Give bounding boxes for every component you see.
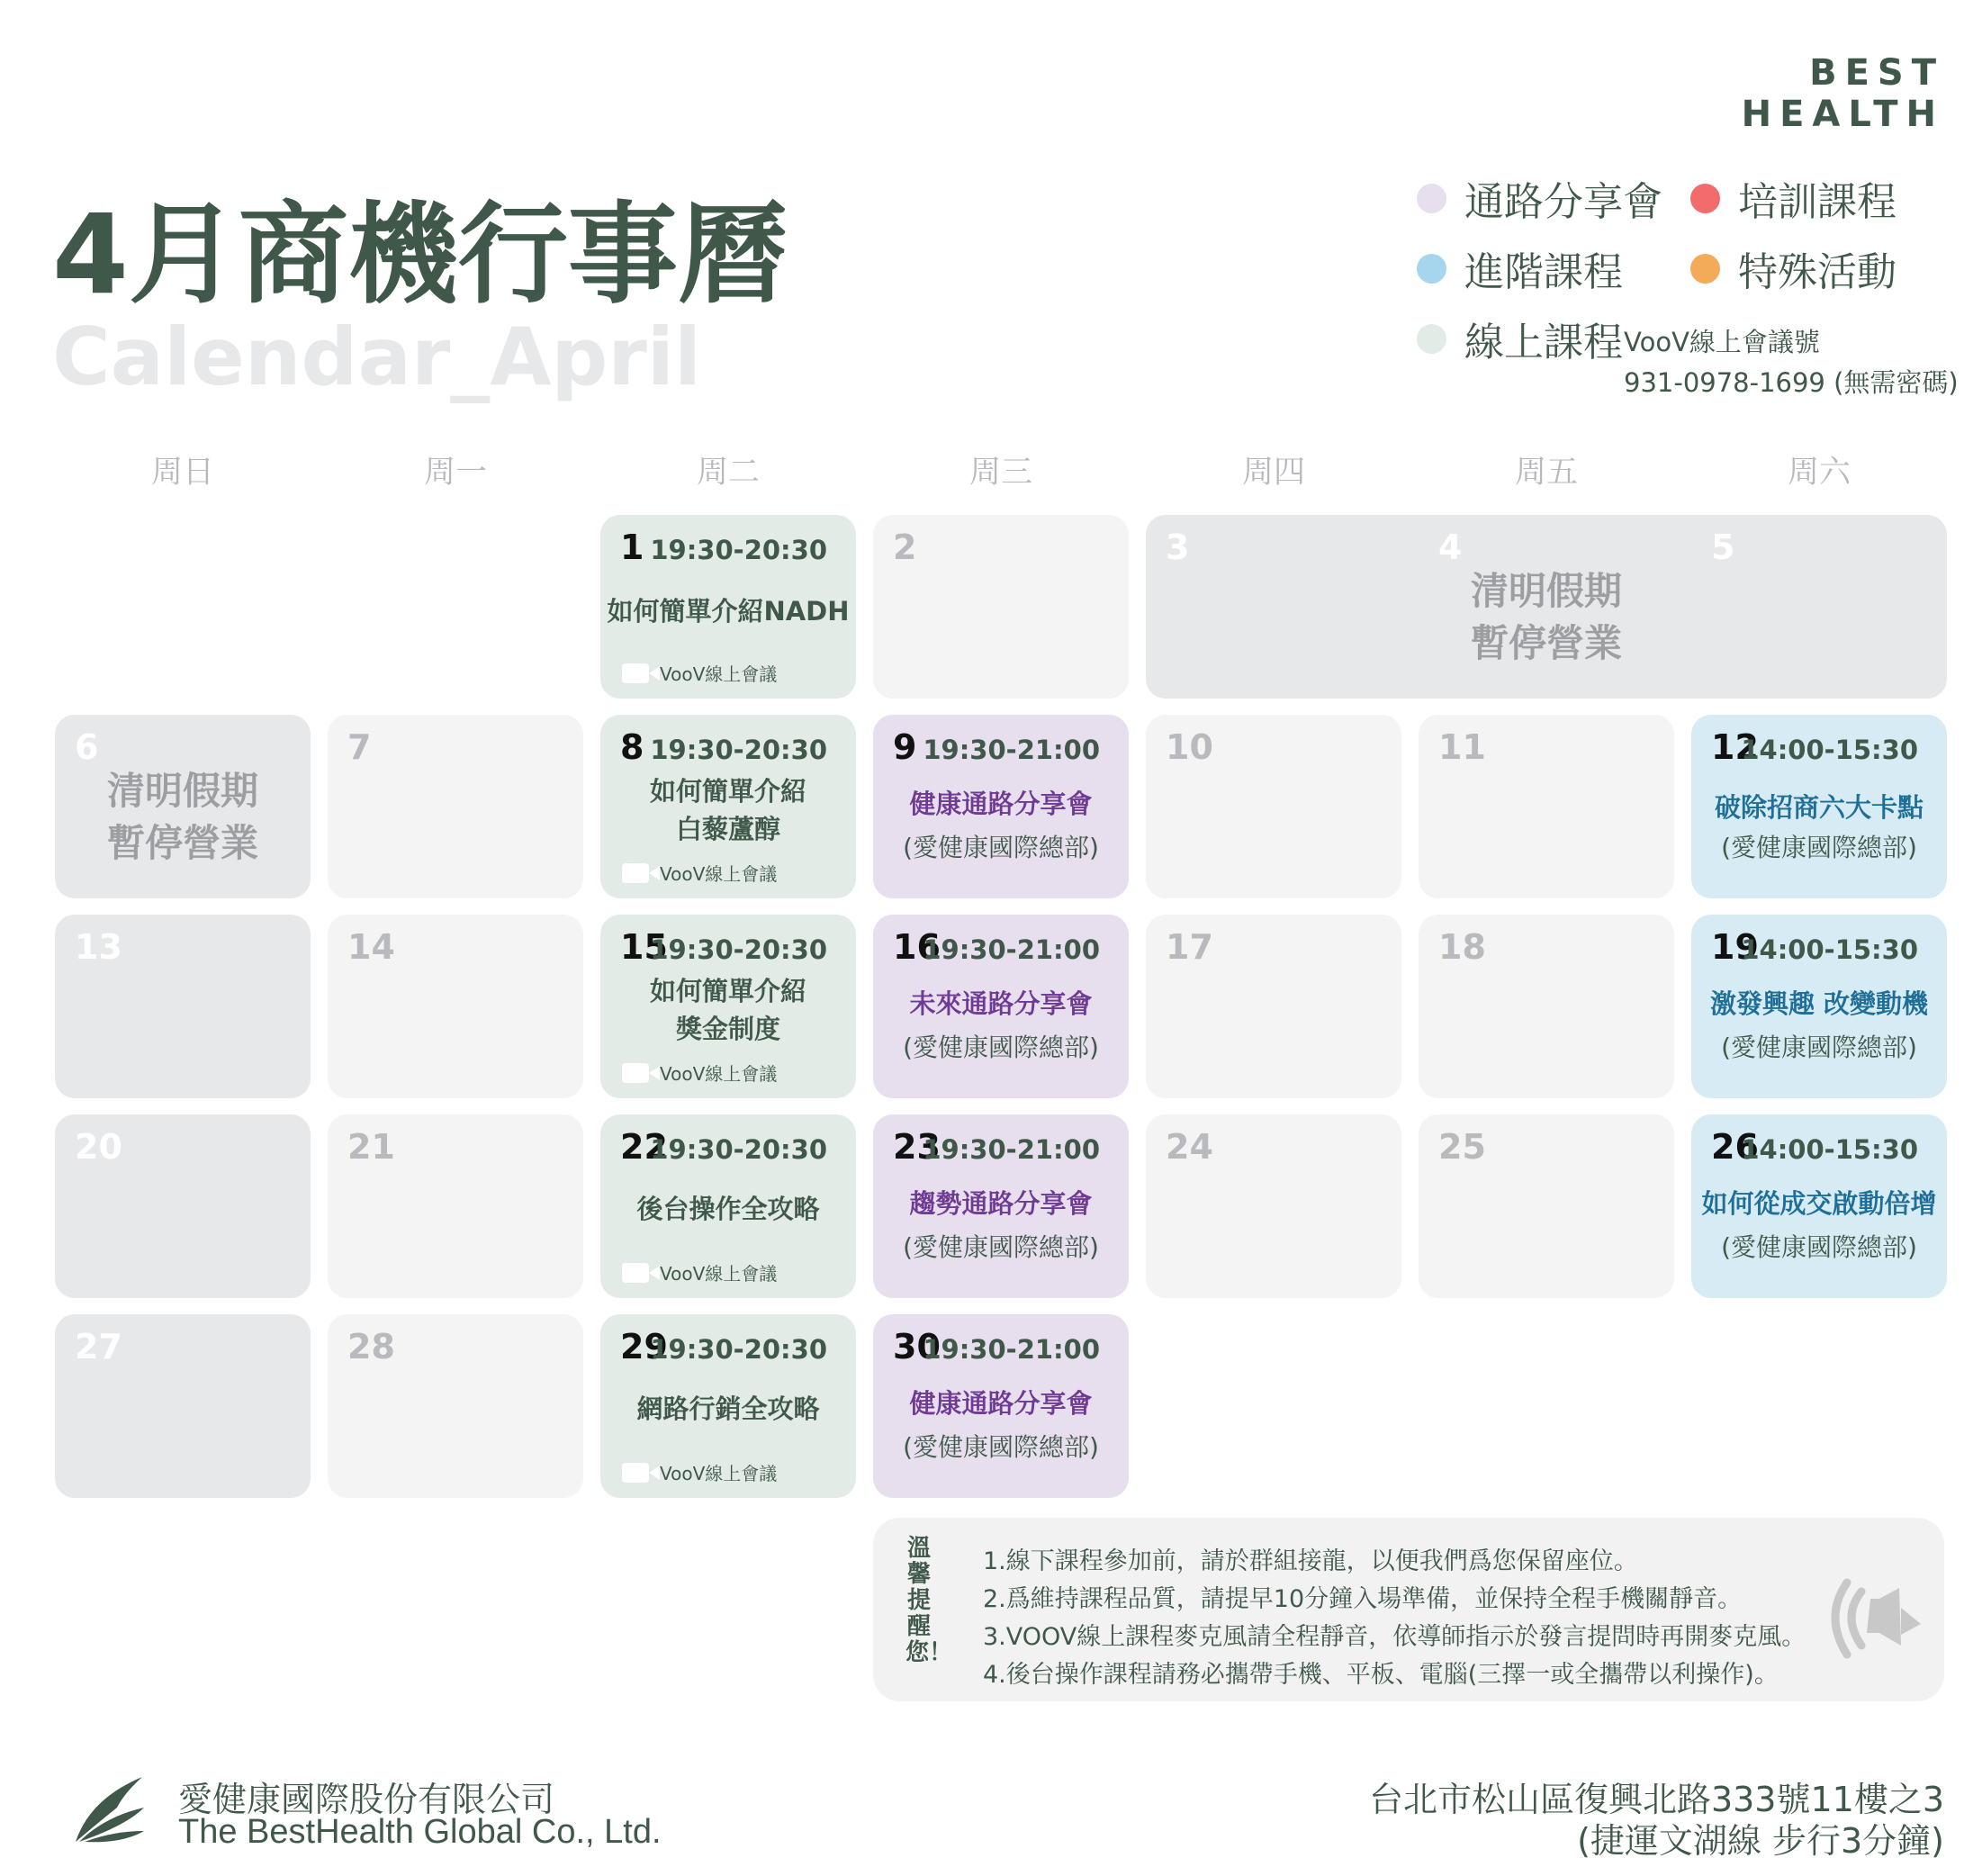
transit-note: (捷運文湖線 步行3分鐘)	[1577, 1821, 1944, 1861]
event-title: 健康通路分享會	[909, 789, 1093, 819]
company-address: 台北市松山區復興北路333號11樓之3	[1368, 1780, 1944, 1819]
event-title: 如何簡單介紹NADH	[607, 596, 850, 627]
voov-label: VooV線上會議號	[1624, 327, 1820, 357]
event-time: 19:30-21:00	[923, 735, 1100, 765]
event-location: (愛健康國際總部)	[903, 1232, 1099, 1262]
legend-item-special	[1690, 239, 1896, 297]
event-time: 19:30-20:30	[650, 1334, 827, 1365]
notice-line-3: 3.VOOV線上課程麥克風請全程靜音，依導師指示於發言提問時再開麥克風。	[983, 1623, 1806, 1651]
day-number: 5	[1711, 528, 1735, 567]
event-location: (愛健康國際總部)	[903, 833, 1099, 862]
day-number: 16	[893, 927, 941, 967]
event-title: 如何簡單介紹	[649, 776, 806, 807]
day-number: 2	[893, 528, 917, 567]
day-number: 23	[893, 1127, 941, 1167]
calendar-day-6[interactable]	[55, 715, 311, 898]
calendar-day-8[interactable]	[600, 715, 856, 898]
calendar-day-20[interactable]	[55, 1114, 311, 1298]
calendar-holiday-3-5[interactable]	[1146, 515, 1947, 699]
video-camera-icon	[622, 1063, 649, 1083]
day-number: 14	[347, 927, 395, 967]
legend-dot-icon	[1690, 184, 1720, 213]
day-number: 10	[1166, 727, 1213, 767]
day-number: 17	[1166, 927, 1213, 967]
legend-label: 培訓課程	[1738, 179, 1896, 225]
weekday-thu: 周四	[1241, 455, 1305, 491]
calendar-day-17[interactable]	[1146, 915, 1401, 1098]
holiday-label: 清明假期	[106, 769, 258, 813]
company-name-en: The BestHealth Global Co., Ltd.	[178, 1813, 662, 1851]
weekday-mon: 周一	[423, 455, 487, 491]
brand-logo: BEST HEALTH	[1741, 52, 1944, 135]
page-title: 4月商機行事曆	[52, 191, 788, 319]
day-number: 12	[1711, 727, 1759, 767]
online-meeting	[622, 1259, 777, 1285]
weekday-tue: 周二	[696, 455, 760, 491]
calendar-day-29[interactable]	[600, 1314, 856, 1498]
day-number: 22	[620, 1127, 668, 1167]
day-number: 30	[893, 1327, 941, 1366]
event-time: 19:30-20:30	[650, 1134, 827, 1165]
notice-line-1: 1.線下課程參加前，請於群組接龍，以便我們爲您保留座位。	[983, 1547, 1638, 1575]
legend-label: 進階課程	[1464, 249, 1623, 295]
online-meeting	[622, 660, 777, 686]
online-meeting	[622, 1459, 777, 1485]
event-time: 14:00-15:30	[1741, 735, 1918, 765]
calendar-day-2[interactable]	[873, 515, 1129, 699]
day-number: 26	[1711, 1127, 1759, 1167]
calendar-day-11[interactable]	[1419, 715, 1674, 898]
day-number: 11	[1438, 727, 1486, 767]
online-meeting	[622, 1060, 777, 1086]
calendar-day-18[interactable]	[1419, 915, 1674, 1098]
notice-line-2: 2.爲維持課程品質，請提早10分鐘入場準備，並保持全程手機關靜音。	[983, 1585, 1743, 1613]
event-time: 19:30-20:30	[650, 535, 827, 565]
calendar-day-14[interactable]	[328, 915, 583, 1098]
video-camera-icon	[622, 1263, 649, 1283]
event-location: (愛健康國際總部)	[903, 1033, 1099, 1062]
calendar-day-30[interactable]	[873, 1314, 1129, 1498]
calendar-day-7[interactable]	[328, 715, 583, 898]
event-title: 網路行銷全攻略	[636, 1393, 820, 1424]
legend-label: 線上課程	[1464, 320, 1623, 365]
weekday-wed: 周三	[968, 455, 1032, 491]
day-number: 25	[1438, 1127, 1486, 1167]
online-label: VooV線上會議	[660, 1463, 778, 1484]
event-time: 19:30-21:00	[923, 934, 1100, 965]
event-location: (愛健康國際總部)	[1721, 1232, 1917, 1262]
event-location: (愛健康國際總部)	[1721, 1033, 1917, 1062]
legend-dot-icon	[1690, 254, 1720, 284]
event-time: 19:30-21:00	[923, 1334, 1100, 1365]
holiday-sublabel: 暫停營業	[1470, 621, 1622, 665]
legend-label: 特殊活動	[1738, 249, 1896, 295]
video-camera-icon	[622, 863, 649, 883]
day-number: 24	[1166, 1127, 1213, 1167]
event-location: (愛健康國際總部)	[903, 1432, 1099, 1462]
calendar-day-13[interactable]	[55, 915, 311, 1098]
online-label: VooV線上會議	[660, 863, 778, 885]
event-title: 如何簡單介紹	[649, 976, 806, 1006]
video-camera-icon	[622, 1463, 649, 1483]
voov-number: 931-0978-1699 (無需密碼)	[1624, 367, 1959, 398]
calendar-day-26[interactable]	[1691, 1114, 1947, 1298]
day-number: 13	[75, 927, 122, 967]
event-location: (愛健康國際總部)	[1721, 833, 1917, 862]
notice-box	[873, 1518, 1944, 1701]
calendar-day-10[interactable]	[1146, 715, 1401, 898]
online-meeting	[622, 860, 777, 886]
day-number: 20	[75, 1127, 122, 1167]
weekday-sat: 周六	[1787, 455, 1851, 491]
day-number: 3	[1166, 528, 1190, 567]
day-number: 18	[1438, 927, 1486, 967]
calendar-day-12[interactable]	[1691, 715, 1947, 898]
calendar-day-1[interactable]	[600, 515, 856, 699]
calendar-day-24[interactable]	[1146, 1114, 1401, 1298]
legend-item-online	[1417, 310, 1623, 367]
day-number: 4	[1438, 528, 1463, 567]
calendar-day-22[interactable]	[600, 1114, 856, 1298]
online-label: VooV線上會議	[660, 1063, 778, 1085]
legend-item-advanced	[1417, 239, 1623, 297]
legend-item-channel-share	[1417, 169, 1662, 227]
legend-dot-icon	[1417, 254, 1446, 284]
legend-item-training	[1690, 169, 1896, 227]
day-number: 1	[620, 528, 644, 567]
event-time: 19:30-20:30	[650, 735, 827, 765]
calendar-day-23[interactable]	[873, 1114, 1129, 1298]
notice-label: 溫馨提醒您！	[905, 1535, 953, 1666]
calendar-day-15[interactable]	[600, 915, 856, 1098]
calendar-day-25[interactable]	[1419, 1114, 1674, 1298]
event-time: 14:00-15:30	[1741, 1134, 1918, 1165]
weekday-fri: 周五	[1514, 455, 1578, 491]
calendar-day-21[interactable]	[328, 1114, 583, 1298]
event-title-line2: 白藜蘆醇	[675, 814, 780, 844]
event-time: 19:30-20:30	[650, 934, 827, 965]
event-title: 後台操作全攻略	[636, 1194, 820, 1224]
event-time: 19:30-21:00	[923, 1134, 1100, 1165]
calendar-day-19[interactable]	[1691, 915, 1947, 1098]
event-title: 如何從成交啟動倍增	[1701, 1188, 1937, 1219]
notice-line-4: 4.後台操作課程請務必攜帶手機、平板、電腦(三擇一或全攜帶以利操作)。	[983, 1661, 1779, 1689]
day-number: 7	[347, 727, 372, 767]
event-title: 激發興趣 改變動機	[1709, 988, 1929, 1019]
day-number: 29	[620, 1327, 668, 1366]
day-number: 19	[1711, 927, 1759, 967]
holiday-sublabel: 暫停營業	[106, 821, 258, 865]
day-number: 9	[893, 727, 917, 767]
day-number: 27	[75, 1327, 122, 1366]
online-label: VooV線上會議	[660, 663, 778, 685]
day-number: 6	[75, 727, 99, 767]
calendar-day-28[interactable]	[328, 1314, 583, 1498]
legend-label: 通路分享會	[1464, 179, 1662, 225]
calendar-day-27[interactable]	[55, 1314, 311, 1498]
page-subtitle: Calendar_April	[52, 311, 702, 403]
calendar-day-16[interactable]	[873, 915, 1129, 1098]
event-time: 14:00-15:30	[1741, 934, 1918, 965]
legend-dot-icon	[1417, 324, 1446, 354]
day-number: 8	[620, 727, 644, 767]
speaker-icon	[1827, 1572, 1926, 1662]
legend-dot-icon	[1417, 184, 1446, 213]
day-number: 21	[347, 1127, 395, 1167]
event-title: 未來通路分享會	[909, 988, 1093, 1019]
event-title-line2: 獎金制度	[675, 1014, 780, 1044]
event-title: 趨勢通路分享會	[909, 1188, 1093, 1219]
day-number: 15	[620, 927, 668, 967]
weekday-sun: 周日	[150, 455, 214, 491]
event-title: 健康通路分享會	[909, 1388, 1093, 1419]
online-label: VooV線上會議	[660, 1263, 778, 1285]
company-logo-icon	[72, 1772, 148, 1844]
day-number: 28	[347, 1327, 395, 1366]
holiday-label: 清明假期	[1470, 569, 1622, 613]
company-name-cn: 愛健康國際股份有限公司	[178, 1780, 555, 1819]
event-title: 破除招商六大卡點	[1714, 792, 1923, 823]
video-camera-icon	[622, 663, 649, 683]
calendar-day-9[interactable]	[873, 715, 1129, 898]
